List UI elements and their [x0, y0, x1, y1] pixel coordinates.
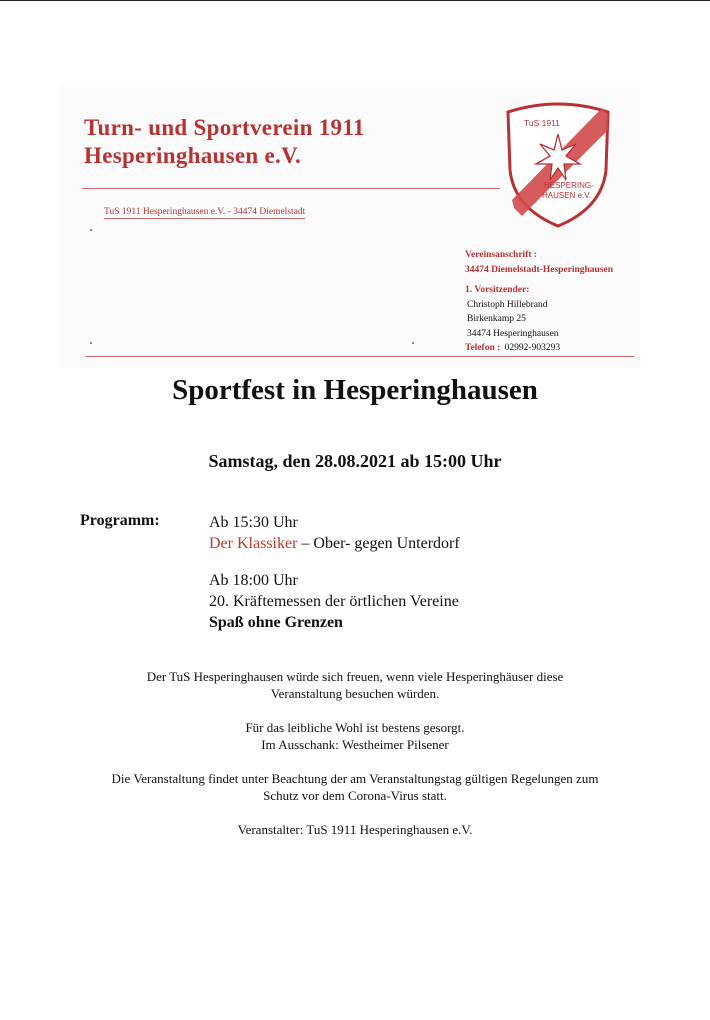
crest-bottom-line2: HAUSEN e.V.: [542, 191, 592, 200]
program-item-1-desc: [209, 533, 460, 554]
letterhead: [60, 86, 640, 368]
chair-name: Christoph Hillebrand: [467, 299, 548, 310]
paragraph-corona-line1: Die Veranstaltung findet unter Beachtung der am Veranstaltungstag gültigen Regelungen zum: [111, 771, 599, 786]
program-item-1-highlight: Der Klassiker: [209, 535, 298, 552]
chair-city: 34474 Hesperinghausen: [467, 328, 559, 339]
program-item-2-bold: Spaß ohne Grenzen: [209, 614, 343, 631]
address-label: Vereinsanschrift :: [465, 250, 538, 260]
club-name-line2: Hesperinghausen e.V.: [84, 143, 302, 168]
club-crest-logo: [502, 100, 614, 230]
program-item-2-desc: 20. Kräftemessen der örtlichen Vereine: [209, 593, 459, 610]
paragraph-corona: [0, 770, 710, 804]
paragraph-catering: [0, 719, 710, 753]
chair-label: 1. Vorsitzender:: [465, 285, 530, 295]
program-list: [209, 512, 460, 633]
paragraph-invitation-line2: Veranstaltung besuchen würden.: [270, 686, 440, 701]
sender-line: TuS 1911 Hesperinghausen e.V. - 34474 Diemelstadt: [104, 207, 306, 217]
club-name: [84, 114, 365, 170]
top-border-line: [0, 0, 710, 1]
program-item-1-rest: – Ober- gegen Unterdorf: [297, 535, 460, 552]
phone-value: 02992-903293: [504, 343, 561, 353]
crest-top-text: TuS 1911: [524, 118, 560, 128]
event-date: Samstag, den 28.08.2021 ab 15:00 Uhr: [208, 451, 502, 471]
club-name-line1: Turn- und Sportverein 1911: [84, 115, 365, 140]
event-title: Sportfest in Hesperinghausen: [172, 374, 538, 406]
phone-label: Telefon :: [465, 343, 501, 353]
letterhead-divider: [82, 188, 500, 189]
punch-mark: [90, 342, 92, 344]
club-address-block: [465, 248, 613, 356]
program-label: Programm:: [80, 512, 160, 529]
organizer-line: Veranstalter: TuS 1911 Hesperinghausen e.V.: [237, 822, 473, 837]
paragraph-corona-line2: Schutz vor dem Corona-Virus statt.: [263, 788, 447, 803]
chair-street: Birkenkamp 25: [467, 314, 526, 324]
event-info: [0, 668, 710, 855]
punch-mark: [90, 229, 92, 231]
program-item-1-time: Ab 15:30 Uhr: [209, 514, 298, 531]
fold-mark: [412, 342, 414, 344]
program-item-2-time: Ab 18:00 Uhr: [209, 572, 298, 589]
letterhead-bottom-rule: [86, 356, 634, 357]
paragraph-invitation: [0, 668, 710, 702]
address-value: 34474 Diemelstadt-Hesperinghausen: [465, 264, 614, 275]
crest-bottom-line1: HESPERING-: [544, 181, 594, 190]
paragraph-catering-line1: Für das leibliche Wohl ist bestens gesorgt.: [245, 720, 465, 735]
paragraph-catering-line2: Im Ausschank: Westheimer Pilsener: [261, 737, 449, 752]
paragraph-invitation-line1: Der TuS Hesperinghausen würde sich freuen, wenn viele Hesperinghäuser diese: [146, 669, 564, 684]
